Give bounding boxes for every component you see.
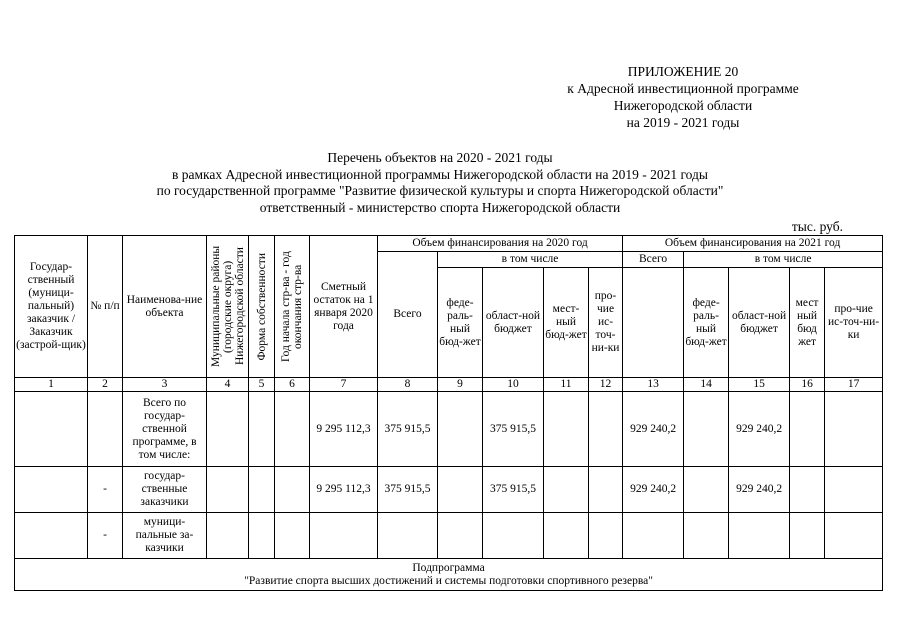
header-federal-2021: феде-раль-ный бюд-жет bbox=[684, 268, 729, 378]
ownership-cell bbox=[249, 392, 275, 467]
local-2020-cell bbox=[544, 392, 589, 467]
district-cell bbox=[207, 467, 249, 513]
column-number: 17 bbox=[825, 378, 883, 392]
appendix-line: Нижегородской области bbox=[613, 98, 753, 113]
header-regional-2021: област-ной бюджет bbox=[729, 268, 790, 378]
total-2020-cell: 375 915,5 bbox=[378, 467, 438, 513]
federal-2020-cell bbox=[438, 392, 483, 467]
other-2021-cell bbox=[825, 392, 883, 467]
other-2021-cell bbox=[825, 467, 883, 513]
customer-cell bbox=[15, 392, 88, 467]
row-marker: - bbox=[88, 467, 123, 513]
estimated-balance-cell: 9 295 112,3 bbox=[310, 392, 378, 467]
subprogram-label: Подпрограмма bbox=[412, 561, 485, 574]
appendix-title: ПРИЛОЖЕНИЕ 20 bbox=[627, 64, 739, 79]
other-2020-cell bbox=[589, 513, 623, 559]
object-name-cell: Всего по государ-ственной программе, в том числе: bbox=[123, 392, 207, 467]
header-total-2020: Всего bbox=[378, 252, 438, 378]
subprogram-name: "Развитие спорта высших достижений и системы подготовки спортивного резерва" bbox=[244, 574, 653, 587]
header-construction-years-text: Год начала стр-ва - год окончания стр-ва bbox=[280, 251, 304, 362]
subprogram-row bbox=[15, 559, 883, 591]
federal-2020-cell bbox=[438, 467, 483, 513]
header-funding-2021: Объем финансирования на 2021 год bbox=[623, 236, 883, 252]
years-cell bbox=[275, 467, 310, 513]
total-2020-cell bbox=[378, 513, 438, 559]
federal-2021-cell bbox=[684, 392, 729, 467]
federal-2021-cell bbox=[684, 467, 729, 513]
header-construction-years bbox=[275, 236, 310, 378]
regional-2021-cell: 929 240,2 bbox=[729, 392, 790, 467]
customer-cell bbox=[15, 467, 88, 513]
local-2020-cell bbox=[544, 467, 589, 513]
column-number: 5 bbox=[249, 378, 275, 392]
years-cell bbox=[275, 392, 310, 467]
appendix-line: к Адресной инвестиционной программе bbox=[567, 81, 799, 96]
column-number: 16 bbox=[790, 378, 825, 392]
ownership-cell bbox=[249, 467, 275, 513]
other-2021-cell bbox=[825, 513, 883, 559]
other-2020-cell bbox=[589, 392, 623, 467]
table-row bbox=[15, 392, 883, 467]
header-total-2021-body bbox=[623, 268, 684, 378]
title-line: в рамках Адресной инвестиционной программы Нижегородской области на 2019 - 2021 годы bbox=[172, 166, 708, 182]
object-name-cell: муници-пальные за-казчики bbox=[123, 513, 207, 559]
column-number: 13 bbox=[623, 378, 684, 392]
years-cell bbox=[275, 513, 310, 559]
column-number: 3 bbox=[123, 378, 207, 392]
header-including-2021: в том числе bbox=[684, 252, 883, 268]
subprogram-cell bbox=[15, 559, 883, 591]
header-customer: Государ-ственный (муници-пальный) заказчик / Заказчик (застрой-щик) bbox=[15, 236, 88, 378]
header-ownership-form-text: Форма собственности bbox=[255, 252, 268, 361]
appendix-line: на 2019 - 2021 годы bbox=[626, 115, 740, 130]
column-number: 2 bbox=[88, 378, 123, 392]
units-label: тыс. руб. bbox=[791, 219, 843, 234]
column-number: 4 bbox=[207, 378, 249, 392]
header-municipal-districts-text: Муниципальные районы (городские округа) Нижегородской области bbox=[209, 245, 246, 368]
regional-2021-cell bbox=[729, 513, 790, 559]
table-row bbox=[15, 513, 883, 559]
ownership-cell bbox=[249, 513, 275, 559]
local-2021-cell bbox=[790, 513, 825, 559]
estimated-balance-cell: 9 295 112,3 bbox=[310, 467, 378, 513]
objects-table bbox=[14, 235, 883, 591]
row-marker: - bbox=[88, 513, 123, 559]
header-regional-2020: област-ной бюджет bbox=[483, 268, 544, 378]
regional-2020-cell: 375 915,5 bbox=[483, 392, 544, 467]
customer-cell bbox=[15, 513, 88, 559]
estimated-balance-cell bbox=[310, 513, 378, 559]
other-2020-cell bbox=[589, 467, 623, 513]
column-number: 10 bbox=[483, 378, 544, 392]
local-2020-cell bbox=[544, 513, 589, 559]
header-municipal-districts bbox=[207, 236, 249, 378]
header-ownership-form bbox=[249, 236, 275, 378]
column-number: 15 bbox=[729, 378, 790, 392]
title-line: ответственный - министерство спорта Нижегородской области bbox=[259, 199, 621, 215]
appendix-header bbox=[540, 63, 826, 131]
column-number: 8 bbox=[378, 378, 438, 392]
column-number: 11 bbox=[544, 378, 589, 392]
column-number: 7 bbox=[310, 378, 378, 392]
title-line: Перечень объектов на 2020 - 2021 годы bbox=[327, 150, 553, 165]
header-local-2020: мест-ный бюд-жет bbox=[544, 268, 589, 378]
header-total-2021: Всего bbox=[623, 252, 684, 268]
total-2021-cell bbox=[623, 513, 684, 559]
header-including-2020: в том числе bbox=[438, 252, 623, 268]
regional-2020-cell bbox=[483, 513, 544, 559]
header-estimated-balance: Сметный остаток на 1 января 2020 года bbox=[310, 236, 378, 378]
column-number: 6 bbox=[275, 378, 310, 392]
row-marker bbox=[88, 392, 123, 467]
header-other-2021: про-чие ис-точ-ни-ки bbox=[825, 268, 883, 378]
header-other-2020: про-чие ис-точ-ни-ки bbox=[589, 268, 623, 378]
column-number-row bbox=[15, 378, 883, 392]
federal-2020-cell bbox=[438, 513, 483, 559]
header-object-name: Наименова-ние объекта bbox=[123, 236, 207, 378]
regional-2020-cell: 375 915,5 bbox=[483, 467, 544, 513]
total-2021-cell: 929 240,2 bbox=[623, 392, 684, 467]
total-2020-cell: 375 915,5 bbox=[378, 392, 438, 467]
column-number: 14 bbox=[684, 378, 729, 392]
local-2021-cell bbox=[790, 467, 825, 513]
regional-2021-cell: 929 240,2 bbox=[729, 467, 790, 513]
table-row bbox=[15, 467, 883, 513]
column-number: 12 bbox=[589, 378, 623, 392]
column-number: 1 bbox=[15, 378, 88, 392]
header-number: № п/п bbox=[88, 236, 123, 378]
column-number: 9 bbox=[438, 378, 483, 392]
document-title bbox=[60, 150, 820, 216]
total-2021-cell: 929 240,2 bbox=[623, 467, 684, 513]
header-federal-2020: феде-раль-ный бюд-жет bbox=[438, 268, 483, 378]
header-local-2021: мест ный бюд жет bbox=[790, 268, 825, 378]
title-line: по государственной программе "Развитие физической культуры и спорта Нижегородской области" bbox=[156, 183, 724, 198]
federal-2021-cell bbox=[684, 513, 729, 559]
local-2021-cell bbox=[790, 392, 825, 467]
object-name-cell: государ-ственные заказчики bbox=[123, 467, 207, 513]
header-funding-2020: Объем финансирования на 2020 год bbox=[378, 236, 623, 252]
district-cell bbox=[207, 513, 249, 559]
district-cell bbox=[207, 392, 249, 467]
